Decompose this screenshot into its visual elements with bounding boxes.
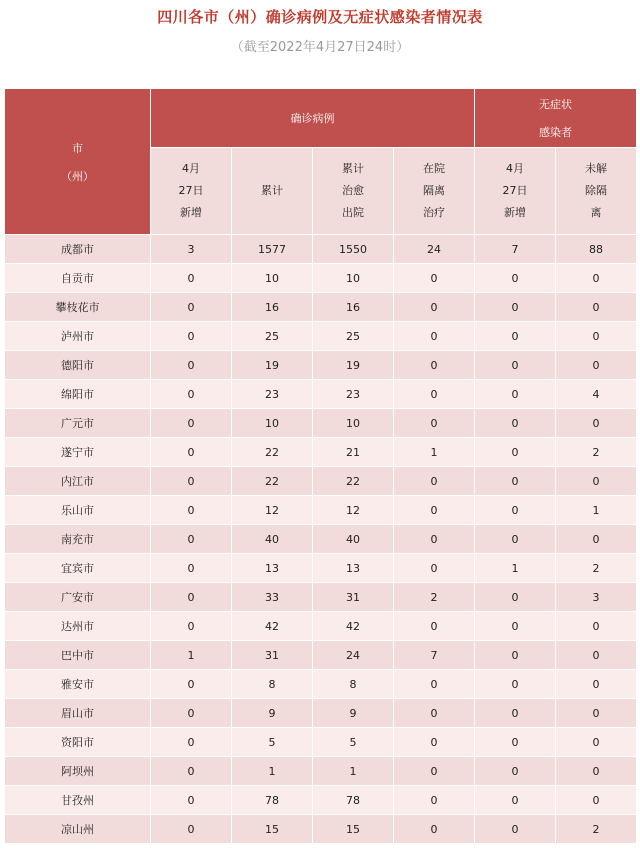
new-asymptomatic-cell: 0: [475, 380, 556, 409]
new-asymptomatic-cell: 0: [475, 496, 556, 525]
new-confirmed-cell: 0: [151, 496, 232, 525]
cumulative-cell: 40: [232, 525, 313, 554]
recovered-cell: 23: [313, 380, 394, 409]
unreleased-cell: 0: [556, 728, 637, 757]
recovered-cell: 25: [313, 322, 394, 351]
new-confirmed-cell: 0: [151, 264, 232, 293]
new-confirmed-header: 4月 27日 新增: [151, 148, 232, 235]
hospitalized-cell: 0: [394, 554, 475, 583]
city-cell: 德阳市: [5, 351, 151, 380]
hospitalized-cell: 0: [394, 409, 475, 438]
new-confirmed-cell: 0: [151, 670, 232, 699]
table-body: [5, 235, 637, 844]
table-row: [5, 728, 637, 757]
table-row: [5, 525, 637, 554]
new-confirmed-cell: 0: [151, 699, 232, 728]
hospitalized-cell: 0: [394, 467, 475, 496]
new-confirmed-cell: 0: [151, 583, 232, 612]
new-confirmed-cell: 0: [151, 322, 232, 351]
unreleased-cell: 0: [556, 264, 637, 293]
recovered-cell: 12: [313, 496, 394, 525]
new-confirmed-cell: 0: [151, 380, 232, 409]
new-asymptomatic-cell: 1: [475, 554, 556, 583]
unreleased-cell: 0: [556, 757, 637, 786]
table-row: [5, 496, 637, 525]
cumulative-cell: 25: [232, 322, 313, 351]
unreleased-header: 未解 除隔 离: [556, 148, 637, 235]
table-row: [5, 264, 637, 293]
new-confirmed-cell: 3: [151, 235, 232, 264]
hospitalized-cell: 0: [394, 293, 475, 322]
city-cell: 内江市: [5, 467, 151, 496]
hospitalized-cell: 0: [394, 525, 475, 554]
table-row: [5, 235, 637, 264]
hospitalized-cell: 24: [394, 235, 475, 264]
hospitalized-cell: 2: [394, 583, 475, 612]
recovered-cell: 5: [313, 728, 394, 757]
cumulative-cell: 22: [232, 467, 313, 496]
cumulative-cell: 19: [232, 351, 313, 380]
unreleased-cell: 0: [556, 612, 637, 641]
new-confirmed-cell: 0: [151, 525, 232, 554]
cumulative-cell: 31: [232, 641, 313, 670]
hospitalized-cell: 0: [394, 786, 475, 815]
table-row: [5, 815, 637, 844]
city-cell: 南充市: [5, 525, 151, 554]
unreleased-cell: 2: [556, 438, 637, 467]
table-row: [5, 438, 637, 467]
table-row: [5, 757, 637, 786]
table-row: [5, 322, 637, 351]
unreleased-cell: 0: [556, 467, 637, 496]
new-asymptomatic-cell: 7: [475, 235, 556, 264]
new-confirmed-cell: 0: [151, 815, 232, 844]
city-cell: 泸州市: [5, 322, 151, 351]
table-row: [5, 409, 637, 438]
new-asymptomatic-cell: 0: [475, 264, 556, 293]
new-asymptomatic-cell: 0: [475, 757, 556, 786]
cumulative-header: 累计: [232, 148, 313, 235]
table-row: [5, 670, 637, 699]
new-asymptomatic-cell: 0: [475, 612, 556, 641]
unreleased-cell: 0: [556, 786, 637, 815]
recovered-cell: 8: [313, 670, 394, 699]
hospitalized-cell: 0: [394, 728, 475, 757]
recovered-cell: 10: [313, 409, 394, 438]
hospitalized-cell: 0: [394, 699, 475, 728]
recovered-cell: 78: [313, 786, 394, 815]
new-asymptomatic-cell: 0: [475, 699, 556, 728]
hospitalized-cell: 0: [394, 264, 475, 293]
new-confirmed-cell: 0: [151, 757, 232, 786]
new-asymptomatic-cell: 0: [475, 786, 556, 815]
cumulative-cell: 8: [232, 670, 313, 699]
unreleased-cell: 3: [556, 583, 637, 612]
hospitalized-cell: 0: [394, 612, 475, 641]
recovered-cell: 10: [313, 264, 394, 293]
cumulative-cell: 1577: [232, 235, 313, 264]
new-asymptomatic-cell: 0: [475, 409, 556, 438]
table-row: [5, 554, 637, 583]
new-asymptomatic-cell: 0: [475, 728, 556, 757]
unreleased-cell: 0: [556, 699, 637, 728]
new-confirmed-cell: 0: [151, 728, 232, 757]
table-row: [5, 467, 637, 496]
recovered-cell: 40: [313, 525, 394, 554]
table-row: [5, 699, 637, 728]
new-confirmed-cell: 0: [151, 554, 232, 583]
city-cell: 绵阳市: [5, 380, 151, 409]
table-row: [5, 380, 637, 409]
unreleased-cell: 2: [556, 815, 637, 844]
city-cell: 成都市: [5, 235, 151, 264]
hospitalized-header: 在院 隔离 治疗: [394, 148, 475, 235]
recovered-cell: 31: [313, 583, 394, 612]
cumulative-cell: 23: [232, 380, 313, 409]
city-cell: 甘孜州: [5, 786, 151, 815]
city-cell: 广元市: [5, 409, 151, 438]
city-cell: 阿坝州: [5, 757, 151, 786]
new-confirmed-cell: 0: [151, 612, 232, 641]
hospitalized-cell: 0: [394, 670, 475, 699]
hospitalized-cell: 7: [394, 641, 475, 670]
recovered-cell: 9: [313, 699, 394, 728]
unreleased-cell: 0: [556, 409, 637, 438]
unreleased-cell: 1: [556, 496, 637, 525]
unreleased-cell: 2: [556, 554, 637, 583]
city-cell: 自贡市: [5, 264, 151, 293]
new-asymptomatic-cell: 0: [475, 583, 556, 612]
unreleased-cell: 0: [556, 322, 637, 351]
cumulative-cell: 16: [232, 293, 313, 322]
new-confirmed-cell: 0: [151, 409, 232, 438]
table-row: [5, 612, 637, 641]
hospitalized-cell: 0: [394, 757, 475, 786]
cumulative-cell: 10: [232, 264, 313, 293]
recovered-cell: 19: [313, 351, 394, 380]
city-cell: 达州市: [5, 612, 151, 641]
unreleased-cell: 0: [556, 670, 637, 699]
hospitalized-cell: 1: [394, 438, 475, 467]
cumulative-cell: 22: [232, 438, 313, 467]
new-asymptomatic-cell: 0: [475, 525, 556, 554]
recovered-cell: 1: [313, 757, 394, 786]
city-cell: 资阳市: [5, 728, 151, 757]
new-confirmed-cell: 0: [151, 438, 232, 467]
unreleased-cell: 0: [556, 293, 637, 322]
city-cell: 凉山州: [5, 815, 151, 844]
new-asymptomatic-cell: 0: [475, 815, 556, 844]
city-cell: 雅安市: [5, 670, 151, 699]
city-cell: 遂宁市: [5, 438, 151, 467]
hospitalized-cell: 0: [394, 496, 475, 525]
new-confirmed-cell: 0: [151, 351, 232, 380]
asymptomatic-group-header: 无症状 感染者: [475, 89, 637, 148]
case-table: [4, 88, 637, 844]
unreleased-cell: 4: [556, 380, 637, 409]
new-asymptomatic-cell: 0: [475, 641, 556, 670]
cumulative-cell: 78: [232, 786, 313, 815]
city-cell: 广安市: [5, 583, 151, 612]
recovered-header: 累计 治愈 出院: [313, 148, 394, 235]
cumulative-cell: 5: [232, 728, 313, 757]
unreleased-cell: 0: [556, 525, 637, 554]
city-column-header: 市 （州）: [5, 89, 151, 235]
recovered-cell: 24: [313, 641, 394, 670]
hospitalized-cell: 0: [394, 351, 475, 380]
city-cell: 攀枝花市: [5, 293, 151, 322]
new-asymptomatic-cell: 0: [475, 670, 556, 699]
hospitalized-cell: 0: [394, 380, 475, 409]
page-subtitle: （截至2022年4月27日24时）: [230, 40, 410, 55]
page-title: 四川各市（州）确诊病例及无症状感染者情况表: [157, 8, 483, 26]
table-row: [5, 293, 637, 322]
cumulative-cell: 1: [232, 757, 313, 786]
new-asymptomatic-cell: 0: [475, 438, 556, 467]
new-confirmed-cell: 0: [151, 293, 232, 322]
new-asymptomatic-cell: 0: [475, 467, 556, 496]
table-row: [5, 351, 637, 380]
recovered-cell: 21: [313, 438, 394, 467]
hospitalized-cell: 0: [394, 322, 475, 351]
unreleased-cell: 0: [556, 351, 637, 380]
recovered-cell: 1550: [313, 235, 394, 264]
recovered-cell: 42: [313, 612, 394, 641]
cumulative-cell: 12: [232, 496, 313, 525]
cumulative-cell: 13: [232, 554, 313, 583]
table-row: [5, 641, 637, 670]
confirmed-group-header: 确诊病例: [151, 89, 475, 148]
new-confirmed-cell: 1: [151, 641, 232, 670]
new-asymptomatic-cell: 0: [475, 322, 556, 351]
unreleased-cell: 88: [556, 235, 637, 264]
cumulative-cell: 42: [232, 612, 313, 641]
new-confirmed-cell: 0: [151, 786, 232, 815]
cumulative-cell: 15: [232, 815, 313, 844]
table-row: [5, 583, 637, 612]
cumulative-cell: 9: [232, 699, 313, 728]
cumulative-cell: 33: [232, 583, 313, 612]
new-confirmed-cell: 0: [151, 467, 232, 496]
recovered-cell: 13: [313, 554, 394, 583]
city-cell: 眉山市: [5, 699, 151, 728]
unreleased-cell: 0: [556, 641, 637, 670]
table-row: [5, 786, 637, 815]
recovered-cell: 16: [313, 293, 394, 322]
new-asymptomatic-header: 4月 27日 新增: [475, 148, 556, 235]
city-cell: 巴中市: [5, 641, 151, 670]
cumulative-cell: 10: [232, 409, 313, 438]
new-asymptomatic-cell: 0: [475, 351, 556, 380]
city-cell: 宜宾市: [5, 554, 151, 583]
hospitalized-cell: 0: [394, 815, 475, 844]
recovered-cell: 15: [313, 815, 394, 844]
new-asymptomatic-cell: 0: [475, 293, 556, 322]
city-cell: 乐山市: [5, 496, 151, 525]
recovered-cell: 22: [313, 467, 394, 496]
